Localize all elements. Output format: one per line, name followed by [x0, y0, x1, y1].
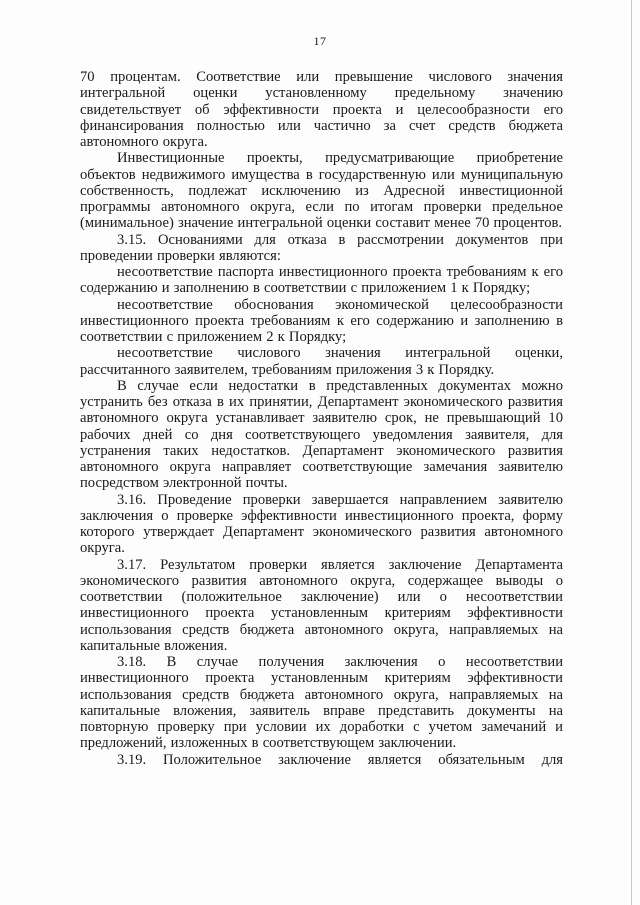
paragraph-continuation: 70 процентам. Соответствие или превышение числового значения интегральной оценки установленному предельному значению свидетельствует об эффективности проекта и целесообразности его финансирования полностью или частично за счет средств бюджета автономного округа. [80, 69, 563, 150]
document-body [80, 69, 563, 768]
paragraph-3-18: 3.18. В случае получения заключения о несоответствии инвестиционного проекта установленным критериям эффективности использования средств бюджета автономного округа, направляемых на капитальные вложения, заявитель вправе представить документы на повторную проверку при условии их доработки с учетом замечаний и предложений, изложенных в соответствующем заключении. [80, 654, 563, 752]
paragraph-3-15: 3.15. Основаниями для отказа в рассмотрении документов при проведении проверки являются: [80, 231, 563, 264]
paragraph-deficiencies: В случае если недостатки в представленных документах можно устранить без отказа в их принятии, Департамент экономического развития автономного округа устанавливает заявителю срок, не превышающий 10 рабочих дней со дня соответствующего уведомления заявителя, для устранения таких недостатков. Департамент экономического развития автономного округа направляет соответствующие замечания заявителю посредством электронной почты. [80, 377, 563, 492]
paragraph-refusal-reason-1: несоответствие паспорта инвестиционного проекта требованиям к его содержанию и заполнению в соответствии с приложением 1 к Порядку; [80, 264, 563, 297]
paragraph-3-17: 3.17. Результатом проверки является заключение Департамента экономического развития автономного округа, содержащее выводы о соответствии (положительное заключение) или о несоответствии инвестиционного проекта установленным критериям эффективности использования средств бюджета автономного округа, направляемых на капитальные вложения. [80, 556, 563, 654]
page-number: 17 [313, 34, 327, 48]
paragraph-refusal-reason-3: несоответствие числового значения интегральной оценки, рассчитанного заявителем, требованиям приложения 3 к Порядку. [80, 345, 563, 378]
paragraph-3-16: 3.16. Проведение проверки завершается направлением заявителю заключения о проверке эффективности инвестиционного проекта, форму которого утверждает Департамент экономического развития автономного округа. [80, 491, 563, 557]
page-edge [631, 0, 632, 905]
paragraph-refusal-reason-2: несоответствие обоснования экономической целесообразности инвестиционного проекта требованиям к его содержанию и заполнению в соответствии с приложением 2 к Порядку; [80, 296, 563, 345]
paragraph-investment-projects: Инвестиционные проекты, предусматривающие приобретение объектов недвижимого имущества в государственную или муниципальную собственность, подлежат исключению из Адресной инвестиционной программы автономного округа, если по итогам проверки предельное (минимальное) значение интегральной оценки составит менее 70 процентов. [80, 150, 563, 232]
paragraph-3-19: 3.19. Положительное заключение является обязательным для [117, 751, 563, 768]
